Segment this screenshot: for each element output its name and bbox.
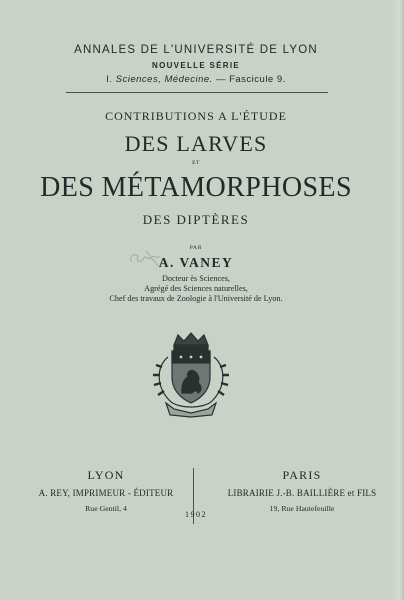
fascicule-number: — Fascicule 9.	[212, 74, 286, 85]
title-line-larves: DES LARVES	[124, 131, 268, 156]
fascicule-prefix: I.	[106, 74, 116, 85]
title-connector: ET	[192, 160, 200, 166]
fascicule-line	[0, 74, 392, 85]
imprint-address-paris: 19, Rue Hautefeuille	[269, 504, 335, 513]
author-credential-1: Docteur ès Sciences,	[162, 274, 230, 283]
imprint-city-lyon: LYON	[87, 468, 125, 482]
series-subtitle: NOUVELLE SÉRIE	[152, 61, 240, 70]
title-line-dipteres: DES DIPTÈRES	[142, 212, 250, 227]
publication-year: 1902	[185, 510, 207, 519]
author-credential-3: Chef des travaux de Zoologie à l'Université de Lyon.	[109, 294, 283, 303]
imprint-city-paris: PARIS	[282, 468, 322, 482]
header-rule	[66, 92, 328, 93]
imprint-address-lyon: Rue Gentil, 4	[85, 504, 127, 513]
author-name: A. VANEY	[158, 255, 234, 270]
title-line-metamorphoses: DES MÉTAMORPHOSES	[40, 172, 352, 203]
imprint-publisher-bailliere: LIBRAIRIE J.-B. BAILLIÈRE et FILS	[227, 488, 377, 498]
author-by: PAR	[189, 245, 203, 251]
imprint-lyon	[16, 468, 196, 513]
imprint-paris	[212, 468, 392, 513]
author-credential-2: Agrégé des Sciences naturelles,	[144, 284, 248, 293]
series-title: ANNALES DE L'UNIVERSITÉ DE LYON	[74, 44, 318, 56]
contributions-heading: CONTRIBUTIONS A L'ÉTUDE	[105, 109, 287, 123]
imprint-publisher-rey: A. REY, IMPRIMEUR - ÉDITEUR	[38, 488, 174, 498]
page-edge	[392, 0, 404, 600]
coat-of-arms-icon	[148, 331, 234, 419]
fascicule-section: Sciences, Médecine.	[115, 74, 213, 85]
